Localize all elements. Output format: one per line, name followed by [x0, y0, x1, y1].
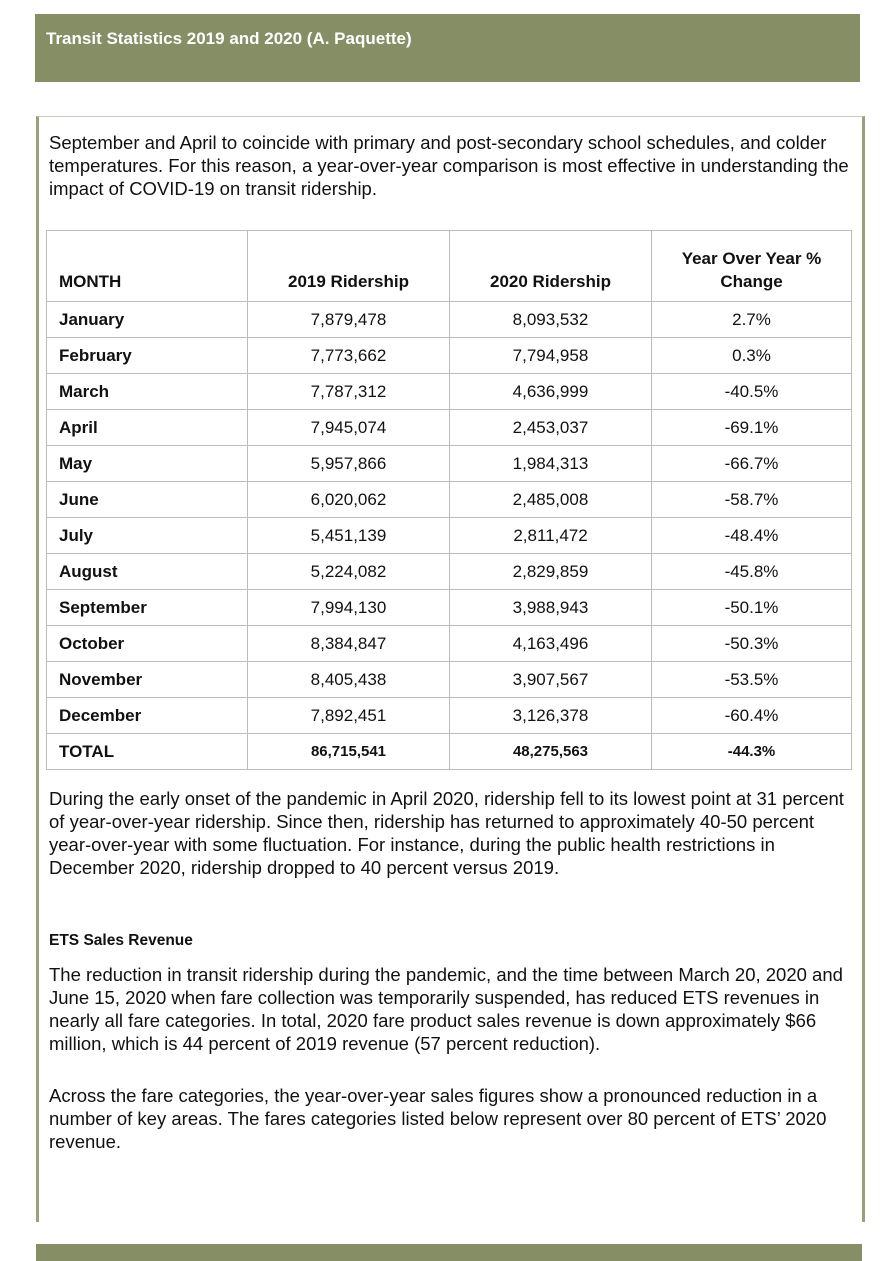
- month-cell: July: [47, 518, 248, 554]
- table-row: [47, 482, 852, 518]
- change-cell: -69.1%: [652, 410, 852, 446]
- header-month: MONTH: [47, 231, 248, 302]
- change-cell: -48.4%: [652, 518, 852, 554]
- table-row: [47, 374, 852, 410]
- table-row: [47, 662, 852, 698]
- table-row: [47, 338, 852, 374]
- change-cell: -53.5%: [652, 662, 852, 698]
- table-header-row: [47, 231, 852, 302]
- month-cell: November: [47, 662, 248, 698]
- ridership-2019-cell: 5,451,139: [248, 518, 450, 554]
- intro-paragraph: September and April to coincide with primary and post-secondary school schedules, and colder temperatures. For this reason, a year-over-year comparison is most effective in understanding the impact of COVID-19 on transit ridership.: [49, 132, 849, 199]
- change-cell: -50.3%: [652, 626, 852, 662]
- table-row: [47, 518, 852, 554]
- ridership-2020-cell: 2,485,008: [450, 482, 652, 518]
- ridership-2019-cell: 7,879,478: [248, 302, 450, 338]
- content-panel: [36, 116, 865, 1222]
- ridership-2019-cell: 7,994,130: [248, 590, 450, 626]
- total-label-cell: TOTAL: [47, 734, 248, 770]
- table-total-row: [47, 734, 852, 770]
- ridership-2020-cell: 3,126,378: [450, 698, 652, 734]
- table-row: [47, 446, 852, 482]
- header-yoy-change-line1: Year Over Year %: [681, 249, 822, 268]
- ridership-2020-cell: 4,163,496: [450, 626, 652, 662]
- ridership-2019-cell: 7,787,312: [248, 374, 450, 410]
- change-cell: -45.8%: [652, 554, 852, 590]
- total-2019-cell: 86,715,541: [248, 734, 450, 770]
- ridership-2019-cell: 5,957,866: [248, 446, 450, 482]
- ridership-2019-cell: 7,945,074: [248, 410, 450, 446]
- change-cell: 0.3%: [652, 338, 852, 374]
- ridership-2020-cell: 7,794,958: [450, 338, 652, 374]
- month-cell: June: [47, 482, 248, 518]
- ridership-2020-cell: 3,907,567: [450, 662, 652, 698]
- table-row: [47, 698, 852, 734]
- revenue-paragraph: The reduction in transit ridership during the pandemic, and the time between March 20, 2020 and June 15, 2020 when fare collection was temporarily suspended, has reduced ETS revenues in nearly all fare categories. In total, 2020 fare product sales revenue is down approximately $66 million, which is 44 percent of 2019 revenue (57 percent reduction).: [49, 964, 843, 1054]
- ridership-2020-cell: 8,093,532: [450, 302, 652, 338]
- ridership-2020-cell: 2,829,859: [450, 554, 652, 590]
- section-heading-sales-revenue: ETS Sales Revenue: [49, 932, 193, 949]
- month-cell: December: [47, 698, 248, 734]
- month-cell: October: [47, 626, 248, 662]
- month-cell: May: [47, 446, 248, 482]
- total-change-cell: -44.3%: [652, 734, 852, 770]
- month-cell: March: [47, 374, 248, 410]
- table-row: [47, 410, 852, 446]
- header-2020-ridership: 2020 Ridership: [450, 231, 652, 302]
- ridership-2020-cell: 2,453,037: [450, 410, 652, 446]
- month-cell: September: [47, 590, 248, 626]
- ridership-2019-cell: 6,020,062: [248, 482, 450, 518]
- ridership-2019-cell: 5,224,082: [248, 554, 450, 590]
- fare-categories-paragraph: Across the fare categories, the year-over-year sales figures show a pronounced reduction in a number of key areas. The fares categories listed below represent over 80 percent of ETS’ 2020 revenue.: [49, 1085, 827, 1152]
- change-cell: -40.5%: [652, 374, 852, 410]
- change-cell: -60.4%: [652, 698, 852, 734]
- table-row: [47, 590, 852, 626]
- ridership-table: [46, 230, 852, 770]
- page-title: Transit Statistics 2019 and 2020 (A. Paquette): [46, 29, 412, 48]
- header-yoy-change: [652, 231, 852, 302]
- header-bar: [35, 14, 860, 82]
- change-cell: 2.7%: [652, 302, 852, 338]
- ridership-2019-cell: 8,405,438: [248, 662, 450, 698]
- change-cell: -58.7%: [652, 482, 852, 518]
- ridership-2020-cell: 4,636,999: [450, 374, 652, 410]
- footer-bar: [36, 1244, 862, 1261]
- month-cell: August: [47, 554, 248, 590]
- change-cell: -66.7%: [652, 446, 852, 482]
- month-cell: April: [47, 410, 248, 446]
- table-row: [47, 302, 852, 338]
- month-cell: February: [47, 338, 248, 374]
- total-2020-cell: 48,275,563: [450, 734, 652, 770]
- header-2019-ridership: 2019 Ridership: [248, 231, 450, 302]
- table-row: [47, 626, 852, 662]
- ridership-2020-cell: 2,811,472: [450, 518, 652, 554]
- ridership-2019-cell: 7,892,451: [248, 698, 450, 734]
- ridership-2020-cell: 1,984,313: [450, 446, 652, 482]
- pandemic-paragraph: During the early onset of the pandemic in April 2020, ridership fell to its lowest point at 31 percent of year-over-year ridership. Since then, ridership has returned to approximately 40-50 percent year-over-year with some fluctuation. For instance, during the public health restrictions in December 2020, ridership dropped to 40 percent versus 2019.: [49, 788, 844, 878]
- month-cell: January: [47, 302, 248, 338]
- ridership-2020-cell: 3,988,943: [450, 590, 652, 626]
- ridership-2019-cell: 7,773,662: [248, 338, 450, 374]
- ridership-2019-cell: 8,384,847: [248, 626, 450, 662]
- table-row: [47, 554, 852, 590]
- header-yoy-change-line2: Change: [720, 272, 783, 291]
- change-cell: -50.1%: [652, 590, 852, 626]
